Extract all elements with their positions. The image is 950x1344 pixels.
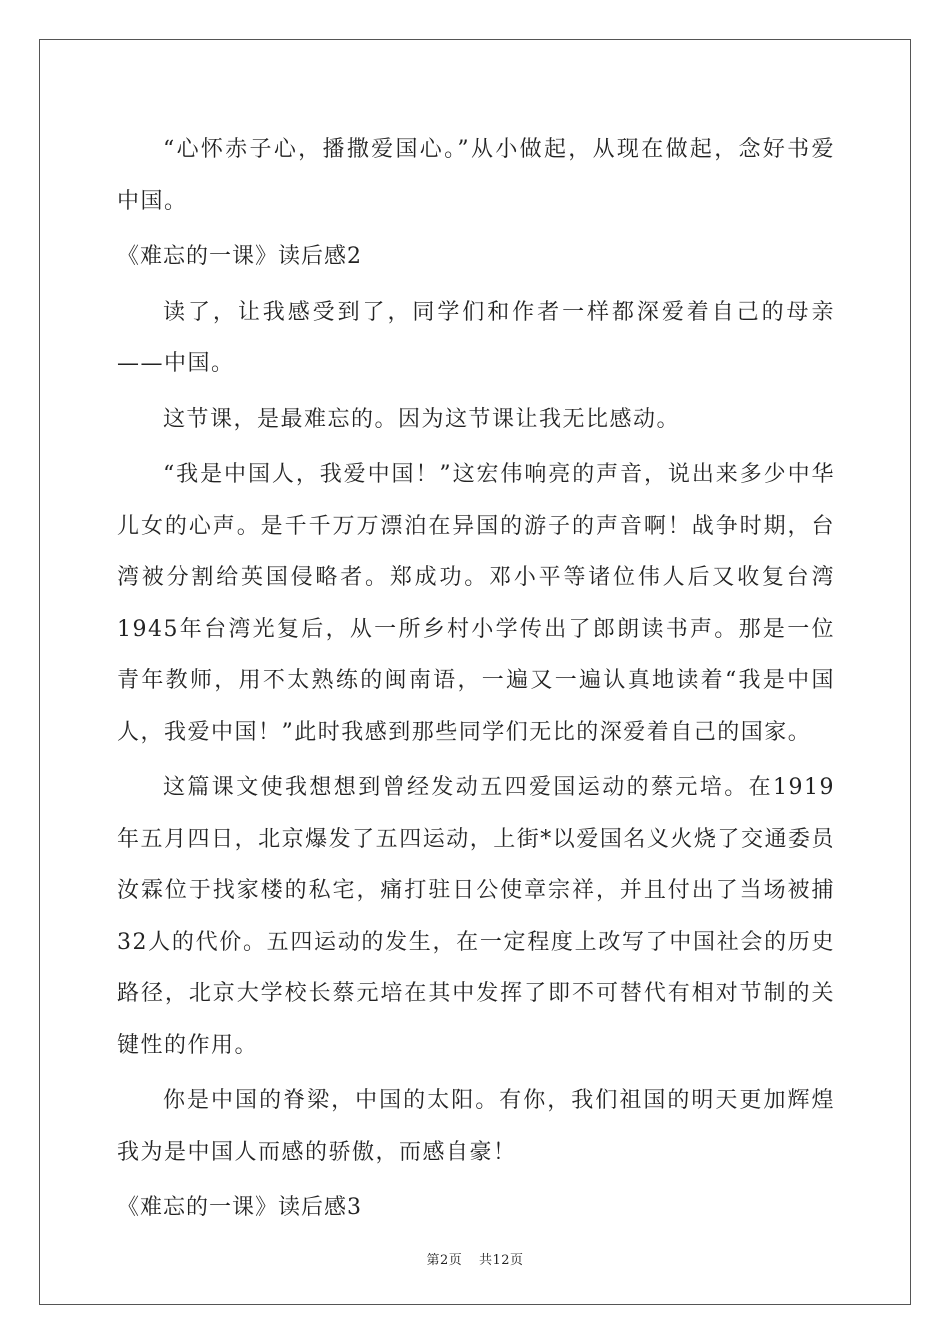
page-number: 第2页	[426, 1253, 463, 1268]
document-body	[117, 124, 835, 1238]
page-total: 共12页	[478, 1253, 524, 1268]
section-heading-3: 《难忘的一课》读后感3	[117, 1195, 362, 1220]
paragraph-3: 这节课，是最难忘的。因为这节课让我无比感动。	[163, 406, 681, 432]
paragraph-1: “心怀赤子心，播撒爱国心。”从小做起，从现在做起，念好书爱中国。	[117, 137, 835, 214]
paragraph-5: 这篇课文使我想想到曾经发动五四爱国运动的蔡元培。在1919年五月四日，北京爆发了五四运动，上街*以爱国名义火烧了交通委员汝霖位于找家楼的私宅，痛打驻日公使章宗祥，并且付出了当场被捕32人的代价。五四运动的发生，在一定程度上改写了中国社会的历史路径，北京大学校长蔡元培在其中发挥了即不可替代有相对节制的关键性的作用。	[117, 775, 835, 1058]
paragraph-2: 读了，让我感受到了，同学们和作者一样都深爱着自己的母亲——中国。	[117, 299, 835, 376]
page-footer	[0, 1249, 950, 1268]
paragraph-4: “我是中国人，我爱中国！”这宏伟响亮的声音，说出来多少中华儿女的心声。是千千万万漂泊在异国的游子的声音啊！战争时期，台湾被分割给英国侵略者。郑成功。邓小平等诸位伟人后又收复台湾1945年台湾光复后，从一所乡村小学传出了郎朗读书声。那是一位青年教师，用不太熟练的闽南语，一遍又一遍认真地读着“我是中国人，我爱中国！”此时我感到那些同学们无比的深爱着自己的国家。	[117, 462, 835, 745]
section-heading-2: 《难忘的一课》读后感2	[117, 244, 362, 269]
paragraph-6: 你是中国的脊梁，中国的太阳。有你，我们祖国的明天更加辉煌我为是中国人而感的骄傲，而感自豪！	[117, 1088, 835, 1165]
